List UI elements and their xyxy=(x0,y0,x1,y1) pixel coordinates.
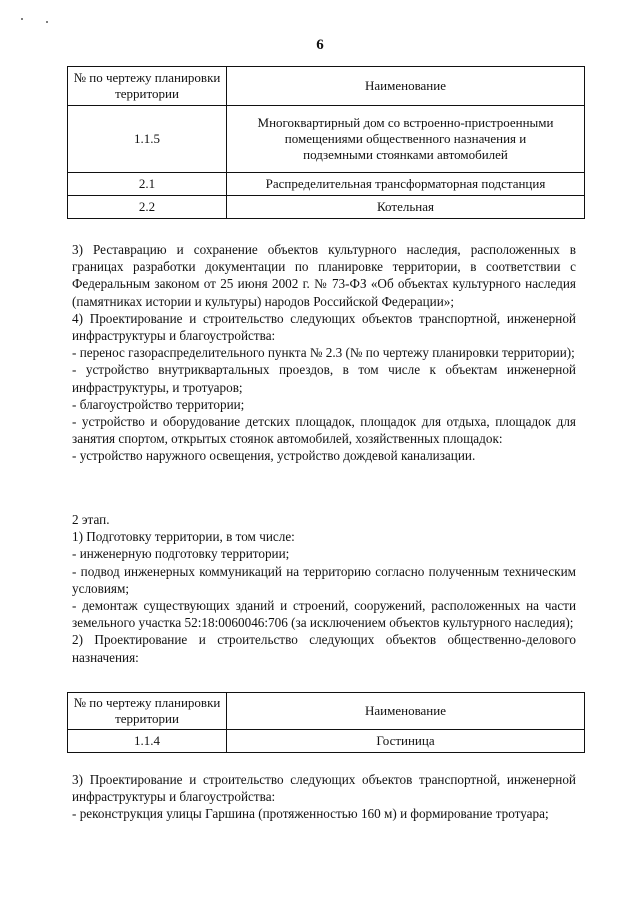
table-cell-name: Котельная xyxy=(227,196,585,219)
page-number: 6 xyxy=(316,37,324,53)
list-item: - перенос газораспределительного пункта № 2.3 (№ по чертежу планировки территории); xyxy=(72,345,575,361)
table-cell-name: Распределительная трансформаторная подстанция xyxy=(227,173,585,196)
objects-table-2 xyxy=(67,692,585,753)
list-item: - устройство и оборудование детских площадок, площадок для отдыха, площадок для занятия спортом, открытых стоянок автомобилей, хозяйственных площадок: xyxy=(72,414,576,447)
column-header-name: Наименование xyxy=(227,67,585,106)
table-row xyxy=(68,730,585,753)
list-item: - подвод инженерных коммуникаций на территорию согласно полученным техническим условиям; xyxy=(72,563,576,596)
table-row xyxy=(68,106,585,173)
list-item: - благоустройство территории; xyxy=(72,396,245,412)
table-cell-number: 1.1.5 xyxy=(68,106,227,173)
table-cell-number: 1.1.4 xyxy=(68,730,227,753)
paragraph-item-2: 2) Проектирование и строительство следующих объектов общественно-делового назначения: xyxy=(72,632,576,665)
paragraph-item-1: 1) Подготовку территории, в том числе: xyxy=(72,529,295,545)
list-item: - инженерную подготовку территории; xyxy=(72,546,290,562)
stage-heading: 2 этап. xyxy=(72,512,110,527)
objects-table xyxy=(67,66,585,219)
table-cell-name: Многоквартирный дом со встроенно-пристроенными помещениями общественного назначения и подземными стоянками автомобилей xyxy=(227,106,585,173)
table-header-row xyxy=(68,67,585,106)
scan-speck xyxy=(21,18,23,20)
list-item: - реконструкция улицы Гаршина (протяженностью 160 м) и формирование тротуара; xyxy=(72,806,549,822)
scan-speck xyxy=(46,21,48,23)
stage2-text xyxy=(72,511,576,666)
stage2-text-continued xyxy=(72,771,576,823)
paragraph-item-4: 4) Проектирование и строительство следующих объектов транспортной, инженерной инфраструктуры и благоустройства: xyxy=(72,310,576,344)
column-header-name: Наименование xyxy=(227,693,585,730)
column-header-number: № по чертежу планировки территории xyxy=(68,693,227,730)
table-cell-name: Гостиница xyxy=(227,730,585,753)
table-cell-number: 2.2 xyxy=(68,196,227,219)
list-item: - устройство наружного освещения, устройство дождевой канализации. xyxy=(72,448,476,464)
table-cell-number: 2.1 xyxy=(68,173,227,196)
table-row xyxy=(68,196,585,219)
table-row xyxy=(68,173,585,196)
table-header-row xyxy=(68,693,585,730)
paragraph-item-3: 3) Реставрацию и сохранение объектов культурного наследия, расположенных в границах разработки документации по планировке территории, в соответствии с Федеральным законом от 25 июня 2002 г. № 73-ФЗ «Об объектах культурного наследия (памятниках истории и культуры) народов Российской Федерации»; xyxy=(72,242,576,309)
paragraph-item-3: 3) Проектирование и строительство следующих объектов транспортной, инженерной инфраструктуры и благоустройства: xyxy=(72,772,576,805)
list-item: - устройство внутриквартальных проездов, в том числе к объектам инженерной инфраструктуры, и тротуаров; xyxy=(72,362,576,395)
stage1-text xyxy=(72,241,576,465)
list-item: - демонтаж существующих зданий и строений, сооружений, расположенных на части земельного участка 52:18:0060046:706 (за исключением объектов культурного наследия); xyxy=(72,598,576,631)
column-header-number: № по чертежу планировки территории xyxy=(68,67,227,106)
